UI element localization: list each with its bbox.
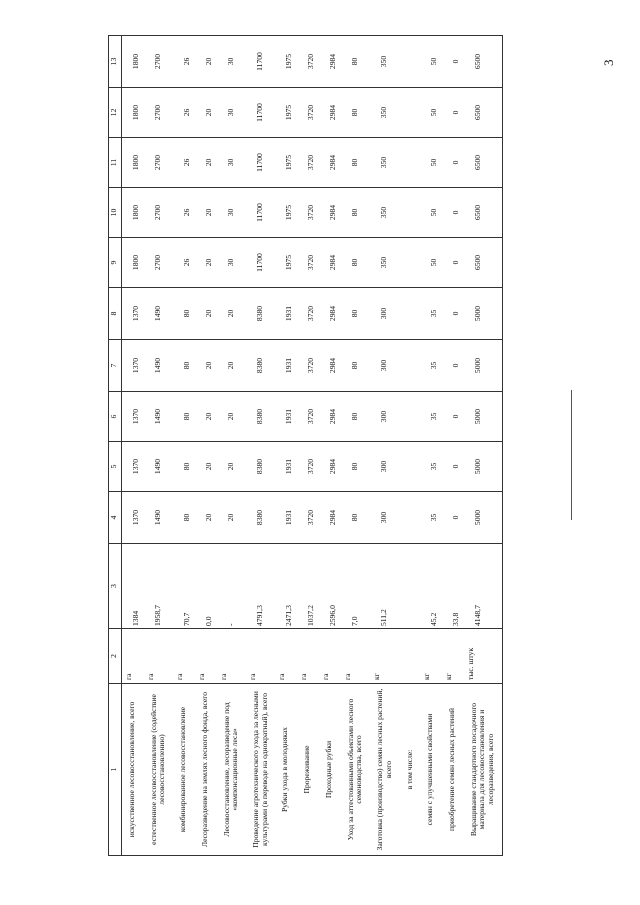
row-value: 35 — [420, 442, 442, 492]
column-number-row — [109, 36, 122, 856]
row-label: Прореживание — [297, 684, 319, 856]
row-value: 300 — [370, 340, 399, 392]
table-row — [400, 36, 421, 856]
row-value: 20 — [195, 442, 217, 492]
row-unit: тыс. штук — [464, 629, 503, 684]
row-value: 1975 — [275, 188, 297, 238]
row-value — [400, 340, 421, 392]
row-value: 80 — [341, 138, 370, 188]
row-base-value: 33,8 — [442, 544, 464, 629]
row-value: 80 — [341, 188, 370, 238]
row-value: 3720 — [297, 288, 319, 340]
row-base-value: 1037,2 — [297, 544, 319, 629]
row-value: 0 — [442, 188, 464, 238]
row-value: 3720 — [297, 188, 319, 238]
row-value: 2984 — [319, 340, 341, 392]
row-value: 0 — [442, 36, 464, 88]
row-value: 30 — [217, 88, 246, 138]
row-value: 0 — [442, 392, 464, 442]
column-number: 12 — [109, 88, 122, 138]
row-base-value: 0,0 — [195, 544, 217, 629]
row-value: 6500 — [464, 138, 503, 188]
row-value: 0 — [442, 238, 464, 288]
row-label: Проходные рубки — [319, 684, 341, 856]
row-value: 2984 — [319, 288, 341, 340]
column-number: 7 — [109, 340, 122, 392]
page-number: 3 — [601, 59, 616, 66]
table-row — [442, 36, 464, 856]
row-value: 20 — [217, 492, 246, 544]
row-value: 11700 — [246, 36, 275, 88]
row-base-value: 2471,3 — [275, 544, 297, 629]
row-value — [400, 288, 421, 340]
row-value: 300 — [370, 442, 399, 492]
table-row — [217, 36, 246, 856]
row-value: 80 — [341, 36, 370, 88]
row-label: Уход за аттестованными объектами лесного семеноводства, всего — [341, 684, 370, 856]
row-label: Проведение агротехнического ухода за лесными культурами (в переводе на однократный), всего — [246, 684, 275, 856]
row-value: 6500 — [464, 188, 503, 238]
row-unit: кг — [370, 629, 399, 684]
row-unit: га — [275, 629, 297, 684]
row-value: 0 — [442, 340, 464, 392]
row-unit: га — [341, 629, 370, 684]
row-value — [400, 492, 421, 544]
row-label: Заготовка (производство) семян лесных растений, всего — [370, 684, 399, 856]
row-value: 80 — [341, 88, 370, 138]
column-number: 11 — [109, 138, 122, 188]
row-value: 80 — [173, 492, 195, 544]
row-value: 6500 — [464, 88, 503, 138]
row-value: 1370 — [122, 492, 144, 544]
row-base-value: - — [217, 544, 246, 629]
row-value: 2700 — [144, 238, 173, 288]
row-value: 11700 — [246, 138, 275, 188]
row-value: 80 — [173, 442, 195, 492]
row-value: 80 — [341, 238, 370, 288]
row-value: 1975 — [275, 36, 297, 88]
row-label: Рубки ухода в молодняках — [275, 684, 297, 856]
row-value: 3720 — [297, 442, 319, 492]
row-value: 1370 — [122, 288, 144, 340]
row-value: 80 — [173, 340, 195, 392]
row-value: 20 — [195, 492, 217, 544]
row-value: 20 — [195, 238, 217, 288]
row-value: 8380 — [246, 288, 275, 340]
row-value: 0 — [442, 442, 464, 492]
row-value: 26 — [173, 36, 195, 88]
row-value: 1931 — [275, 288, 297, 340]
row-value: 50 — [420, 188, 442, 238]
row-value: 20 — [195, 36, 217, 88]
column-number: 8 — [109, 288, 122, 340]
row-value: 1370 — [122, 392, 144, 442]
row-value: 2984 — [319, 392, 341, 442]
row-value — [400, 238, 421, 288]
row-value: 50 — [420, 36, 442, 88]
row-unit: га — [144, 629, 173, 684]
row-value: 8380 — [246, 492, 275, 544]
row-value: 300 — [370, 392, 399, 442]
table-row — [370, 36, 399, 856]
row-value: 1490 — [144, 392, 173, 442]
row-base-value: 511,2 — [370, 544, 399, 629]
column-number: 6 — [109, 392, 122, 442]
row-value: 2700 — [144, 88, 173, 138]
row-value: 80 — [341, 288, 370, 340]
row-value: 6500 — [464, 238, 503, 288]
row-label: комбинированное лесовосстановление — [173, 684, 195, 856]
row-label: семян с улучшенными свойствами — [420, 684, 442, 856]
row-base-value: 4148,7 — [464, 544, 503, 629]
row-value: 350 — [370, 188, 399, 238]
row-value: 1800 — [122, 188, 144, 238]
row-value: 26 — [173, 188, 195, 238]
row-label: в том числе: — [400, 684, 421, 856]
row-value: 5000 — [464, 340, 503, 392]
row-value: 3720 — [297, 238, 319, 288]
row-value: 1931 — [275, 492, 297, 544]
row-value: 50 — [420, 238, 442, 288]
row-value — [400, 442, 421, 492]
row-value: 26 — [173, 138, 195, 188]
row-label: Лесоразведение на землях лесного фонда, всего — [195, 684, 217, 856]
table-row — [275, 36, 297, 856]
row-unit: га — [297, 629, 319, 684]
row-unit: га — [217, 629, 246, 684]
row-value: 5000 — [464, 392, 503, 442]
row-value: 20 — [217, 442, 246, 492]
row-value: 35 — [420, 492, 442, 544]
table-row — [297, 36, 319, 856]
row-value: 350 — [370, 36, 399, 88]
row-label: приобретение семян лесных растений — [442, 684, 464, 856]
row-value: 300 — [370, 492, 399, 544]
row-value: 35 — [420, 392, 442, 442]
row-value: 20 — [217, 340, 246, 392]
row-value: 0 — [442, 492, 464, 544]
rotated-page-content — [108, 36, 538, 856]
table-row — [173, 36, 195, 856]
row-value: 20 — [217, 392, 246, 442]
row-value: 0 — [442, 288, 464, 340]
column-number: 2 — [109, 629, 122, 684]
column-number: 5 — [109, 442, 122, 492]
row-value: 1800 — [122, 88, 144, 138]
row-value: 3720 — [297, 392, 319, 442]
row-value: 1975 — [275, 238, 297, 288]
row-label: Выращивание стандартного посадочного материала для лесовосстановления и лесоразведения, всего — [464, 684, 503, 856]
row-value: 2984 — [319, 88, 341, 138]
row-base-value — [400, 544, 421, 629]
row-value — [400, 138, 421, 188]
row-value: 1975 — [275, 138, 297, 188]
row-label: естественное лесовосстановление (содействие лесовосстановлению) — [144, 684, 173, 856]
row-base-value: 4791,3 — [246, 544, 275, 629]
row-base-value: 1958,7 — [144, 544, 173, 629]
row-value: 20 — [195, 88, 217, 138]
row-value: 2984 — [319, 36, 341, 88]
column-number: 3 — [109, 544, 122, 629]
row-value: 30 — [217, 138, 246, 188]
row-value: 1370 — [122, 340, 144, 392]
row-value: 80 — [341, 492, 370, 544]
separator-line — [571, 390, 572, 520]
column-number: 9 — [109, 238, 122, 288]
column-number: 13 — [109, 36, 122, 88]
row-value: 1490 — [144, 442, 173, 492]
row-value: 2700 — [144, 138, 173, 188]
row-base-value: 7,0 — [341, 544, 370, 629]
row-value: 20 — [195, 340, 217, 392]
row-value: 8380 — [246, 442, 275, 492]
row-value: 20 — [195, 392, 217, 442]
row-value: 80 — [173, 392, 195, 442]
row-value: 1370 — [122, 442, 144, 492]
row-unit: га — [122, 629, 144, 684]
row-base-value: 2596,0 — [319, 544, 341, 629]
row-value — [400, 88, 421, 138]
row-value: 11700 — [246, 188, 275, 238]
row-value: 1975 — [275, 88, 297, 138]
table-row — [144, 36, 173, 856]
row-value: 350 — [370, 138, 399, 188]
row-value: 2984 — [319, 492, 341, 544]
row-value — [400, 392, 421, 442]
row-label: искусственное лесовосстановление, всего — [122, 684, 144, 856]
row-value: 300 — [370, 288, 399, 340]
row-base-value: 1384 — [122, 544, 144, 629]
row-value: 20 — [195, 288, 217, 340]
row-value: 1490 — [144, 492, 173, 544]
row-value: 1490 — [144, 340, 173, 392]
row-value: 1931 — [275, 340, 297, 392]
row-value: 2700 — [144, 36, 173, 88]
row-value: 1931 — [275, 442, 297, 492]
row-value: 2984 — [319, 238, 341, 288]
table-row — [420, 36, 442, 856]
row-value: 50 — [420, 88, 442, 138]
row-value: 3720 — [297, 492, 319, 544]
row-value: 20 — [195, 188, 217, 238]
row-value: 0 — [442, 138, 464, 188]
column-number: 1 — [109, 684, 122, 856]
row-unit: га — [195, 629, 217, 684]
row-value: 5000 — [464, 442, 503, 492]
table-row — [341, 36, 370, 856]
row-value: 35 — [420, 340, 442, 392]
row-unit: кг — [442, 629, 464, 684]
row-value: 5000 — [464, 492, 503, 544]
row-base-value: 45,2 — [420, 544, 442, 629]
row-value: 11700 — [246, 238, 275, 288]
row-value: 80 — [341, 340, 370, 392]
row-value: 11700 — [246, 88, 275, 138]
row-value: 3720 — [297, 340, 319, 392]
table-row — [195, 36, 217, 856]
row-value: 2984 — [319, 442, 341, 492]
row-value: 30 — [217, 36, 246, 88]
row-value: 80 — [341, 392, 370, 442]
row-value: 350 — [370, 88, 399, 138]
table-row — [319, 36, 341, 856]
row-value: 20 — [217, 288, 246, 340]
row-value: 3720 — [297, 36, 319, 88]
row-value: 8380 — [246, 340, 275, 392]
row-value: 80 — [173, 288, 195, 340]
table-row — [246, 36, 275, 856]
row-value: 26 — [173, 88, 195, 138]
forestry-plan-table — [108, 35, 503, 856]
row-value: 1800 — [122, 36, 144, 88]
row-value: 0 — [442, 88, 464, 138]
row-value: 8380 — [246, 392, 275, 442]
row-value: 50 — [420, 138, 442, 188]
row-value: 2700 — [144, 188, 173, 238]
row-base-value: 70,7 — [173, 544, 195, 629]
row-value: 80 — [341, 442, 370, 492]
row-value: 1490 — [144, 288, 173, 340]
row-unit: га — [319, 629, 341, 684]
row-value: 30 — [217, 238, 246, 288]
row-value: 35 — [420, 288, 442, 340]
row-value: 5000 — [464, 288, 503, 340]
row-unit: га — [173, 629, 195, 684]
table-body — [109, 36, 503, 856]
row-value: 3720 — [297, 88, 319, 138]
row-value: 26 — [173, 238, 195, 288]
table-row — [464, 36, 503, 856]
row-value — [400, 188, 421, 238]
row-value — [400, 36, 421, 88]
row-value: 1800 — [122, 138, 144, 188]
row-value: 3720 — [297, 138, 319, 188]
row-unit: га — [246, 629, 275, 684]
table-row — [122, 36, 144, 856]
row-value: 350 — [370, 238, 399, 288]
row-unit — [400, 629, 421, 684]
row-value: 1800 — [122, 238, 144, 288]
row-value: 30 — [217, 188, 246, 238]
row-label: Лесовосстановление, лесоразведение под «компенсационные леса» — [217, 684, 246, 856]
row-value: 6500 — [464, 36, 503, 88]
row-value: 2984 — [319, 138, 341, 188]
row-value: 1931 — [275, 392, 297, 442]
column-number: 10 — [109, 188, 122, 238]
row-unit: кг — [420, 629, 442, 684]
row-value: 20 — [195, 138, 217, 188]
row-value: 2984 — [319, 188, 341, 238]
column-number: 4 — [109, 492, 122, 544]
